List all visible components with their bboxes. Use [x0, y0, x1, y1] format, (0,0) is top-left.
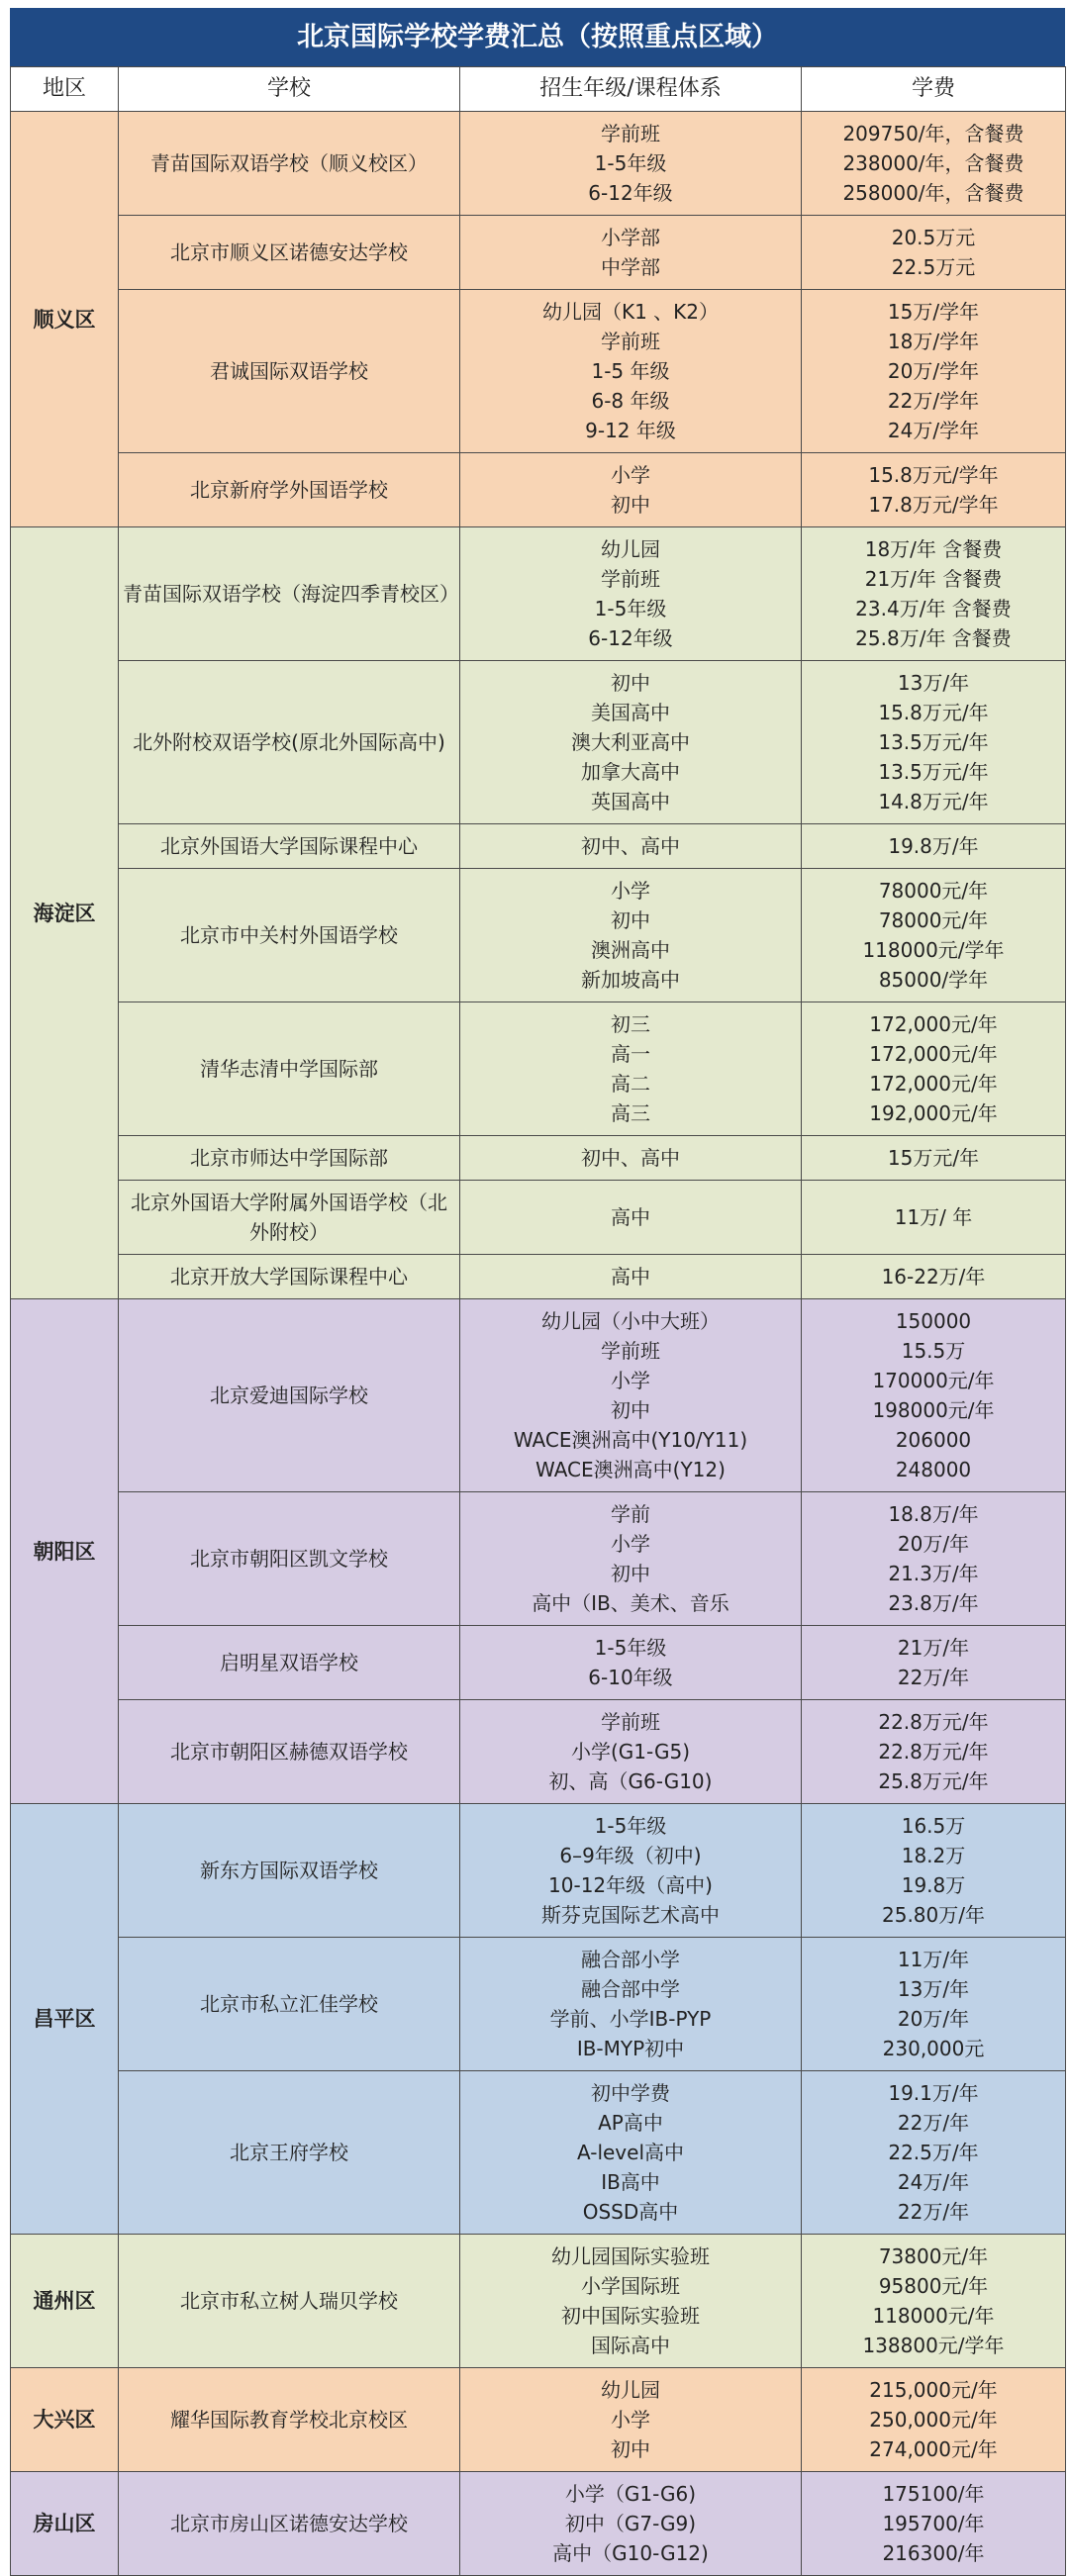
grade-item: 10-12年级（高中) — [548, 1873, 713, 1897]
fee-item: 206000 — [895, 1428, 972, 1452]
fee-item: 21万/年 含餐费 — [864, 567, 1003, 591]
grade-item: 小学国际班 — [581, 2274, 680, 2298]
grades-cell — [460, 824, 802, 869]
table-row — [11, 1804, 1066, 1938]
table-body — [11, 112, 1066, 2576]
grade-item: 1-5年级 — [594, 1636, 667, 1660]
fee-item: 138800元/学年 — [862, 2334, 1005, 2357]
grades-cell — [460, 1181, 802, 1255]
fees-cell — [802, 1255, 1066, 1299]
fee-item: 22.8万元/年 — [878, 1740, 989, 1764]
grades-cell — [460, 290, 802, 453]
grade-item: AP高中 — [598, 2111, 663, 2135]
fee-item: 24万/学年 — [887, 419, 980, 442]
fee-item: 118000元/年 — [872, 2304, 995, 2328]
grades-cell — [460, 1938, 802, 2071]
fee-item: 24万/年 — [897, 2170, 970, 2194]
table-row — [11, 2235, 1066, 2368]
grades-cell — [460, 2368, 802, 2472]
grade-item: 小学（G1-G6) — [564, 2482, 697, 2506]
fees-cell — [802, 1938, 1066, 2071]
fee-item: 21万/年 — [897, 1636, 970, 1660]
fee-item: 14.8万元/年 — [878, 790, 989, 813]
header-school: 学校 — [119, 67, 460, 112]
grade-item: 澳洲高中 — [591, 938, 670, 962]
fee-item: 216300/年 — [882, 2541, 985, 2565]
grade-item: 新加坡高中 — [581, 968, 680, 992]
school-name: 青苗国际双语学校（海淀四季青校区） — [119, 527, 460, 661]
fee-item: 22万/年 — [897, 1666, 970, 1689]
grade-item: 初中 — [611, 1562, 650, 1585]
grades-cell — [460, 1136, 802, 1181]
fee-item: 215,000元/年 — [869, 2378, 998, 2402]
fee-item: 18.2万 — [901, 1844, 966, 1867]
fee-item: 19.8万 — [901, 1873, 966, 1897]
fees-cell — [802, 1626, 1066, 1700]
table-row — [11, 869, 1066, 1002]
school-name: 启明星双语学校 — [119, 1626, 460, 1700]
grade-item: 美国高中 — [591, 701, 670, 724]
grade-item: 9-12 年级 — [585, 419, 676, 442]
fee-item: 195700/年 — [882, 2512, 985, 2535]
grade-item: 学前班 — [601, 122, 660, 145]
grade-item: 高中 — [611, 1265, 650, 1288]
grades-cell — [460, 1804, 802, 1938]
grade-item: 小学 — [611, 2408, 650, 2432]
grade-item: 英国高中 — [591, 790, 670, 813]
school-name: 北京王府学校 — [119, 2071, 460, 2235]
fee-item: 230,000元 — [882, 2037, 985, 2060]
table-row — [11, 1255, 1066, 1299]
grade-item: 学前班 — [601, 567, 660, 591]
fee-item: 16.5万 — [901, 1814, 966, 1838]
grade-item: 初中 — [611, 908, 650, 932]
fee-item: 19.8万/年 — [888, 834, 979, 858]
table-row — [11, 1700, 1066, 1804]
grade-item: 初中 — [611, 2437, 650, 2461]
table-row — [11, 1626, 1066, 1700]
fee-item: 238000/年，含餐费 — [842, 151, 1024, 175]
fee-item: 170000元/年 — [872, 1369, 995, 1392]
grade-item: 1-5年级 — [594, 1814, 667, 1838]
grade-item: 1-5年级 — [594, 597, 667, 620]
fees-cell — [802, 527, 1066, 661]
tuition-summary — [10, 8, 1065, 2576]
fee-item: 23.4万/年 含餐费 — [855, 597, 1012, 620]
fee-item: 78000元/年 — [878, 908, 989, 932]
fees-cell — [802, 661, 1066, 824]
school-name: 北京市顺义区诺德安达学校 — [119, 216, 460, 290]
region-cell: 昌平区 — [11, 1804, 119, 2235]
table-row — [11, 824, 1066, 869]
school-name: 北京市师达中学国际部 — [119, 1136, 460, 1181]
grade-item: 中学部 — [601, 255, 660, 279]
grade-item: 学前班 — [601, 1710, 660, 1734]
fee-item: 209750/年，含餐费 — [842, 122, 1024, 145]
grade-item: 斯芬克国际艺术高中 — [541, 1903, 720, 1927]
fees-cell — [802, 1700, 1066, 1804]
grade-item: 学前班 — [601, 330, 660, 353]
fee-item: 73800元/年 — [878, 2244, 989, 2268]
grade-item: 加拿大高中 — [581, 760, 680, 784]
fee-item: 21.3万/年 — [888, 1562, 979, 1585]
region-cell: 房山区 — [11, 2472, 119, 2576]
fee-item: 19.1万/年 — [888, 2081, 979, 2105]
grade-item: 高二 — [611, 1072, 650, 1096]
header-region: 地区 — [11, 67, 119, 112]
fees-cell — [802, 2235, 1066, 2368]
grades-cell — [460, 1492, 802, 1626]
grade-item: 小学部 — [601, 226, 660, 249]
region-cell: 顺义区 — [11, 112, 119, 527]
school-name: 新东方国际双语学校 — [119, 1804, 460, 1938]
grade-item: A-level高中 — [576, 2141, 685, 2164]
fee-item: 22.5万元 — [891, 255, 976, 279]
fee-item: 22万/年 — [897, 2200, 970, 2224]
grades-cell — [460, 216, 802, 290]
grade-item: 学前班 — [601, 1339, 660, 1363]
fee-item: 13.5万元/年 — [878, 730, 989, 754]
table-row — [11, 1492, 1066, 1626]
fee-item: 22.8万元/年 — [878, 1710, 989, 1734]
grade-item: 幼儿园（小中大班） — [541, 1309, 720, 1333]
grade-item: WACE澳洲高中(Y12) — [535, 1458, 726, 1481]
table-row — [11, 290, 1066, 453]
grade-item: 初三 — [611, 1012, 650, 1036]
school-name: 北京市私立树人瑞贝学校 — [119, 2235, 460, 2368]
fees-cell — [802, 1002, 1066, 1136]
fees-cell — [802, 1492, 1066, 1626]
grade-item: 6-8 年级 — [591, 389, 670, 413]
fee-item: 258000/年，含餐费 — [842, 181, 1024, 205]
table-row — [11, 661, 1066, 824]
grade-item: 小学 — [611, 879, 650, 903]
grade-item: 高中（G10-G12) — [552, 2541, 709, 2565]
fees-cell — [802, 112, 1066, 216]
grade-item: 1-5 年级 — [591, 359, 670, 383]
fees-cell — [802, 2472, 1066, 2576]
grades-cell — [460, 661, 802, 824]
grade-item: 澳大利亚高中 — [571, 730, 690, 754]
fee-item: 95800元/年 — [878, 2274, 989, 2298]
fee-item: 25.80万/年 — [882, 1903, 985, 1927]
fees-cell — [802, 824, 1066, 869]
fee-item: 17.8万元/学年 — [868, 493, 999, 517]
school-name: 北京市私立汇佳学校 — [119, 1938, 460, 2071]
grades-cell — [460, 527, 802, 661]
fee-item: 274,000元/年 — [869, 2437, 998, 2461]
grade-item: 初中 — [611, 1398, 650, 1422]
grade-item: 6-10年级 — [588, 1666, 673, 1689]
fees-cell — [802, 2368, 1066, 2472]
grade-item: 初中国际实验班 — [561, 2304, 700, 2328]
school-name: 清华志清中学国际部 — [119, 1002, 460, 1136]
fee-item: 11万/年 — [897, 1948, 970, 1971]
school-name: 北京爱迪国际学校 — [119, 1299, 460, 1492]
fee-item: 11万/ 年 — [894, 1205, 973, 1229]
grades-cell — [460, 2472, 802, 2576]
grade-item: 小学 — [611, 463, 650, 487]
grades-cell — [460, 1700, 802, 1804]
grade-item: 学前、小学IB-PYP — [549, 2007, 712, 2031]
fee-item: 13.5万元/年 — [878, 760, 989, 784]
school-name: 北京市中关村外国语学校 — [119, 869, 460, 1002]
header-fees: 学费 — [802, 67, 1066, 112]
fee-item: 25.8万元/年 — [878, 1769, 989, 1793]
header-row — [11, 67, 1066, 112]
fees-cell — [802, 290, 1066, 453]
school-name: 耀华国际教育学校北京校区 — [119, 2368, 460, 2472]
fee-item: 18万/学年 — [887, 330, 980, 353]
grade-item: 小学(G1-G5) — [571, 1740, 690, 1764]
fee-item: 13万/年 — [897, 1977, 970, 2001]
grade-item: 高一 — [611, 1042, 650, 1066]
grade-item: 小学 — [611, 1532, 650, 1556]
grades-cell — [460, 1255, 802, 1299]
region-cell: 通州区 — [11, 2235, 119, 2368]
fee-item: 15.8万元/年 — [878, 701, 989, 724]
fee-item: 22万/学年 — [887, 389, 980, 413]
fee-item: 22万/年 — [897, 2111, 970, 2135]
grade-item: 初中 — [611, 493, 650, 517]
grade-item: 初中、高中 — [581, 834, 680, 858]
grade-item: 6-12年级 — [588, 626, 673, 650]
school-name: 青苗国际双语学校（顺义校区） — [119, 112, 460, 216]
table-row — [11, 112, 1066, 216]
grade-item: 1-5年级 — [594, 151, 667, 175]
grade-item: 高三 — [611, 1101, 650, 1125]
school-name: 北外附校双语学校(原北外国际高中) — [119, 661, 460, 824]
grades-cell — [460, 453, 802, 527]
grade-item: 融合部中学 — [581, 1977, 680, 2001]
fee-item: 192,000元/年 — [869, 1101, 998, 1125]
table-row — [11, 2472, 1066, 2576]
fee-item: 25.8万/年 含餐费 — [855, 626, 1012, 650]
fee-item: 20万/年 — [897, 2007, 970, 2031]
grades-cell — [460, 112, 802, 216]
table-row — [11, 453, 1066, 527]
table-title: 北京国际学校学费汇总（按照重点区域） — [10, 8, 1065, 66]
grade-item: 国际高中 — [591, 2334, 670, 2357]
grade-item: 学前 — [611, 1502, 650, 1526]
fee-item: 175100/年 — [882, 2482, 985, 2506]
table-row — [11, 1938, 1066, 2071]
region-cell: 海淀区 — [11, 527, 119, 1299]
grade-item: 初中 — [611, 671, 650, 695]
school-name: 北京外国语大学附属外国语学校（北外附校） — [119, 1181, 460, 1255]
fee-item: 18万/年 含餐费 — [864, 537, 1003, 561]
grade-item: 初中（G7-G9) — [564, 2512, 697, 2535]
fee-item: 250,000元/年 — [869, 2408, 998, 2432]
grade-item: IB-MYP初中 — [576, 2037, 685, 2060]
fee-item: 118000元/学年 — [862, 938, 1005, 962]
fee-item: 18.8万/年 — [888, 1502, 979, 1526]
grades-cell — [460, 2235, 802, 2368]
grade-item: 初中学费 — [591, 2081, 670, 2105]
region-cell: 大兴区 — [11, 2368, 119, 2472]
header-grades: 招生年级/课程体系 — [460, 67, 802, 112]
fee-item: 20万/学年 — [887, 359, 980, 383]
fee-item: 198000元/年 — [872, 1398, 995, 1422]
fee-item: 248000 — [895, 1458, 972, 1481]
school-name: 北京外国语大学国际课程中心 — [119, 824, 460, 869]
fee-item: 172,000元/年 — [869, 1012, 998, 1036]
grades-cell — [460, 1002, 802, 1136]
grades-cell — [460, 1299, 802, 1492]
school-name: 北京市房山区诺德安达学校 — [119, 2472, 460, 2576]
grade-item: 6-12年级 — [588, 181, 673, 205]
table-row — [11, 2071, 1066, 2235]
fee-item: 23.8万/年 — [888, 1591, 979, 1615]
fee-item: 20.5万元 — [891, 226, 976, 249]
grades-cell — [460, 869, 802, 1002]
fee-item: 13万/年 — [897, 671, 970, 695]
fee-item: 172,000元/年 — [869, 1042, 998, 1066]
fee-item: 22.5万/年 — [888, 2141, 979, 2164]
grade-item: 幼儿园（K1 、K2） — [541, 300, 720, 324]
fees-cell — [802, 1804, 1066, 1938]
grades-cell — [460, 2071, 802, 2235]
grade-item: WACE澳洲高中(Y10/Y11) — [513, 1428, 748, 1452]
fee-item: 15.5万 — [901, 1339, 966, 1363]
table-row — [11, 2368, 1066, 2472]
fee-item: 20万/年 — [897, 1532, 970, 1556]
grade-item: 幼儿园国际实验班 — [551, 2244, 710, 2268]
table-row — [11, 1299, 1066, 1492]
grade-item: 融合部小学 — [581, 1948, 680, 1971]
fee-item: 15.8万元/学年 — [868, 463, 999, 487]
grade-item: 初中、高中 — [581, 1146, 680, 1170]
table-row — [11, 1002, 1066, 1136]
fees-cell — [802, 2071, 1066, 2235]
grade-item: 小学 — [611, 1369, 650, 1392]
school-name: 君诚国际双语学校 — [119, 290, 460, 453]
grade-item: IB高中 — [601, 2170, 660, 2194]
grade-item: 初、高（G6-G10) — [548, 1769, 713, 1793]
fee-item: 150000 — [895, 1309, 972, 1333]
grade-item: OSSD高中 — [582, 2200, 679, 2224]
table-row — [11, 527, 1066, 661]
table-row — [11, 1136, 1066, 1181]
fees-cell — [802, 869, 1066, 1002]
school-name: 北京市朝阳区赫德双语学校 — [119, 1700, 460, 1804]
fee-item: 85000/学年 — [878, 968, 989, 992]
fees-cell — [802, 1181, 1066, 1255]
table-row — [11, 216, 1066, 290]
school-name: 北京市朝阳区凯文学校 — [119, 1492, 460, 1626]
grades-cell — [460, 1626, 802, 1700]
region-cell: 朝阳区 — [11, 1299, 119, 1804]
grade-item: 幼儿园 — [601, 2378, 660, 2402]
fee-item: 15万/学年 — [887, 300, 980, 324]
fees-cell — [802, 1136, 1066, 1181]
fee-item: 172,000元/年 — [869, 1072, 998, 1096]
grade-item: 幼儿园 — [601, 537, 660, 561]
fees-cell — [802, 216, 1066, 290]
school-name: 北京新府学外国语学校 — [119, 453, 460, 527]
tuition-table — [10, 66, 1066, 2576]
fee-item: 78000元/年 — [878, 879, 989, 903]
grade-item: 6–9年级（初中) — [559, 1844, 702, 1867]
fees-cell — [802, 1299, 1066, 1492]
fees-cell — [802, 453, 1066, 527]
grade-item: 高中 — [611, 1205, 650, 1229]
table-row — [11, 1181, 1066, 1255]
school-name: 北京开放大学国际课程中心 — [119, 1255, 460, 1299]
fee-item: 15万元/年 — [887, 1146, 980, 1170]
fee-item: 16-22万/年 — [881, 1265, 986, 1288]
grade-item: 高中（IB、美术、音乐 — [532, 1591, 729, 1615]
